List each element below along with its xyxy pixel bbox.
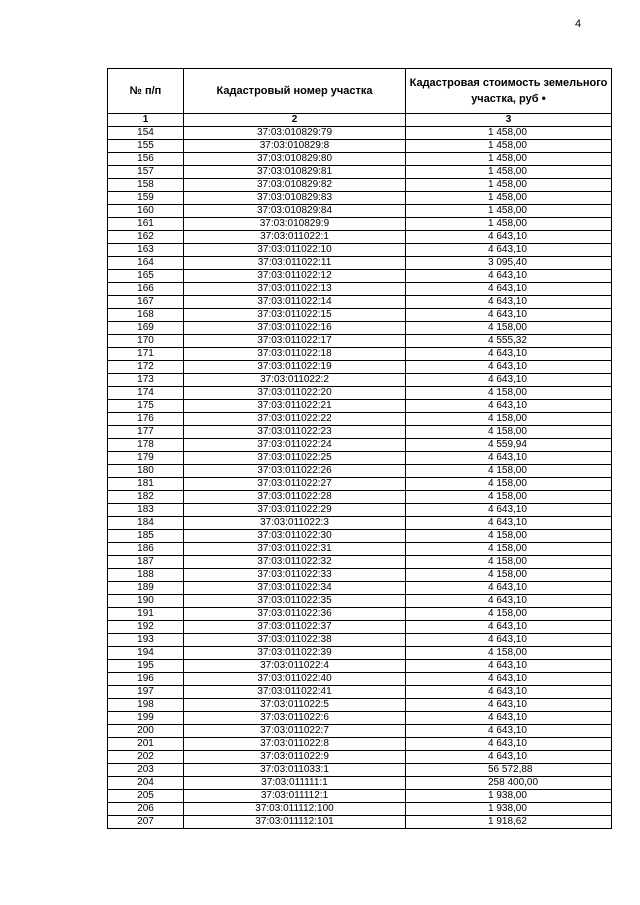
table-row <box>108 777 612 790</box>
table-row <box>108 608 612 621</box>
table-row <box>108 517 612 530</box>
header-row <box>108 69 612 114</box>
row-number: 181 <box>108 478 184 491</box>
cadastral-number: 37:03:011022:31 <box>184 543 406 556</box>
cadastral-value: 4 158,00 <box>406 543 612 556</box>
cadastral-number: 37:03:011022:18 <box>184 348 406 361</box>
row-number: 167 <box>108 296 184 309</box>
row-number: 192 <box>108 621 184 634</box>
cadastral-number: 37:03:011112:101 <box>184 816 406 829</box>
cadastral-number: 37:03:010829:81 <box>184 166 406 179</box>
cadastral-value: 4 158,00 <box>406 465 612 478</box>
table-row <box>108 764 612 777</box>
cadastral-number: 37:03:011022:8 <box>184 738 406 751</box>
table-row <box>108 244 612 257</box>
table-row <box>108 387 612 400</box>
header-cadastral-number: Кадастровый номер участка <box>184 69 406 114</box>
cadastral-number: 37:03:011022:34 <box>184 582 406 595</box>
header-cadastral-value-text: Кадастровая стоимость земельного участка, руб <box>409 76 608 105</box>
table-row <box>108 153 612 166</box>
cadastral-number: 37:03:010829:82 <box>184 179 406 192</box>
table-row <box>108 335 612 348</box>
table-row <box>108 426 612 439</box>
row-number: 194 <box>108 647 184 660</box>
row-number: 184 <box>108 517 184 530</box>
table-row <box>108 699 612 712</box>
table-row <box>108 257 612 270</box>
row-number: 199 <box>108 712 184 725</box>
row-number: 188 <box>108 569 184 582</box>
cadastral-value: 4 643,10 <box>406 504 612 517</box>
cadastral-value: 258 400,00 <box>406 777 612 790</box>
bullet-mark: • <box>541 90 546 105</box>
table-row <box>108 192 612 205</box>
row-number: 171 <box>108 348 184 361</box>
cadastral-number: 37:03:011022:14 <box>184 296 406 309</box>
cadastral-value: 1 458,00 <box>406 192 612 205</box>
cadastral-value: 1 918,62 <box>406 816 612 829</box>
table-row <box>108 595 612 608</box>
cadastral-number: 37:03:011022:2 <box>184 374 406 387</box>
cadastral-number: 37:03:011022:11 <box>184 257 406 270</box>
row-number: 177 <box>108 426 184 439</box>
cadastral-value: 4 158,00 <box>406 647 612 660</box>
cadastral-value: 4 643,10 <box>406 660 612 673</box>
cadastral-value: 1 458,00 <box>406 140 612 153</box>
cadastral-number: 37:03:011022:30 <box>184 530 406 543</box>
cadastral-number: 37:03:011022:25 <box>184 452 406 465</box>
cadastral-value: 4 643,10 <box>406 673 612 686</box>
cadastral-value: 4 643,10 <box>406 517 612 530</box>
cadastral-value: 4 643,10 <box>406 309 612 322</box>
cadastral-number: 37:03:011112:100 <box>184 803 406 816</box>
table-row <box>108 361 612 374</box>
column-index: 1 <box>108 114 184 127</box>
cadastral-value: 4 643,10 <box>406 712 612 725</box>
row-number: 155 <box>108 140 184 153</box>
cadastral-number: 37:03:011022:27 <box>184 478 406 491</box>
cadastral-value: 4 643,10 <box>406 348 612 361</box>
row-number: 174 <box>108 387 184 400</box>
cadastral-number: 37:03:011022:1 <box>184 231 406 244</box>
table-row <box>108 322 612 335</box>
cadastral-number: 37:03:010829:8 <box>184 140 406 153</box>
row-number: 170 <box>108 335 184 348</box>
cadastral-number: 37:03:011022:32 <box>184 556 406 569</box>
cadastral-value: 4 158,00 <box>406 491 612 504</box>
table-row <box>108 751 612 764</box>
table-row <box>108 569 612 582</box>
row-number: 187 <box>108 556 184 569</box>
cadastral-value: 1 458,00 <box>406 218 612 231</box>
cadastral-value: 3 095,40 <box>406 257 612 270</box>
cadastral-value: 4 643,10 <box>406 751 612 764</box>
cadastral-value: 4 643,10 <box>406 621 612 634</box>
row-number: 161 <box>108 218 184 231</box>
row-number: 189 <box>108 582 184 595</box>
cadastral-number: 37:03:011022:20 <box>184 387 406 400</box>
cadastral-value: 4 643,10 <box>406 725 612 738</box>
cadastral-value: 4 643,10 <box>406 270 612 283</box>
cadastral-value: 1 458,00 <box>406 166 612 179</box>
cadastral-value: 4 555,32 <box>406 335 612 348</box>
table-row <box>108 309 612 322</box>
cadastral-number: 37:03:010829:79 <box>184 127 406 140</box>
table-row <box>108 283 612 296</box>
column-index-row <box>108 114 612 127</box>
table-row <box>108 634 612 647</box>
cadastral-value: 4 643,10 <box>406 634 612 647</box>
cadastral-value: 4 158,00 <box>406 426 612 439</box>
cadastral-number: 37:03:011022:33 <box>184 569 406 582</box>
row-number: 160 <box>108 205 184 218</box>
cadastral-number: 37:03:011022:35 <box>184 595 406 608</box>
row-number: 158 <box>108 179 184 192</box>
table-row <box>108 413 612 426</box>
cadastral-value: 1 458,00 <box>406 127 612 140</box>
row-number: 159 <box>108 192 184 205</box>
cadastral-number: 37:03:011022:38 <box>184 634 406 647</box>
cadastral-number: 37:03:011112:1 <box>184 790 406 803</box>
cadastral-value: 4 643,10 <box>406 361 612 374</box>
cadastral-number: 37:03:011022:29 <box>184 504 406 517</box>
row-number: 178 <box>108 439 184 452</box>
cadastral-value: 4 158,00 <box>406 608 612 621</box>
table-row <box>108 452 612 465</box>
table-row <box>108 621 612 634</box>
cadastral-number: 37:03:011022:12 <box>184 270 406 283</box>
cadastral-number: 37:03:011022:22 <box>184 413 406 426</box>
row-number: 204 <box>108 777 184 790</box>
table-row <box>108 179 612 192</box>
table-row <box>108 270 612 283</box>
row-number: 196 <box>108 673 184 686</box>
cadastral-value: 4 643,10 <box>406 738 612 751</box>
table-row <box>108 647 612 660</box>
cadastral-value: 4 158,00 <box>406 387 612 400</box>
cadastral-value: 1 458,00 <box>406 179 612 192</box>
cadastral-value: 4 643,10 <box>406 582 612 595</box>
row-number: 166 <box>108 283 184 296</box>
cadastral-value: 1 938,00 <box>406 803 612 816</box>
row-number: 164 <box>108 257 184 270</box>
row-number: 168 <box>108 309 184 322</box>
cadastral-number: 37:03:011022:7 <box>184 725 406 738</box>
row-number: 186 <box>108 543 184 556</box>
cadastral-number: 37:03:011022:36 <box>184 608 406 621</box>
cadastral-number: 37:03:011022:23 <box>184 426 406 439</box>
cadastral-number: 37:03:011022:5 <box>184 699 406 712</box>
cadastral-value: 4 643,10 <box>406 374 612 387</box>
cadastral-number: 37:03:011022:40 <box>184 673 406 686</box>
row-number: 176 <box>108 413 184 426</box>
cadastral-table <box>107 68 612 829</box>
row-number: 200 <box>108 725 184 738</box>
cadastral-number: 37:03:011022:3 <box>184 517 406 530</box>
cadastral-value: 4 643,10 <box>406 595 612 608</box>
table-row <box>108 127 612 140</box>
cadastral-number: 37:03:011022:10 <box>184 244 406 257</box>
cadastral-value: 4 643,10 <box>406 296 612 309</box>
row-number: 165 <box>108 270 184 283</box>
row-number: 169 <box>108 322 184 335</box>
column-index: 3 <box>406 114 612 127</box>
cadastral-number: 37:03:011022:4 <box>184 660 406 673</box>
row-number: 162 <box>108 231 184 244</box>
cadastral-value: 4 643,10 <box>406 452 612 465</box>
table-row <box>108 166 612 179</box>
cadastral-number: 37:03:011022:41 <box>184 686 406 699</box>
cadastral-value: 4 158,00 <box>406 478 612 491</box>
table-row <box>108 803 612 816</box>
header-num: № п/п <box>108 69 184 114</box>
cadastral-number: 37:03:011022:13 <box>184 283 406 296</box>
cadastral-value: 4 643,10 <box>406 699 612 712</box>
cadastral-number: 37:03:011022:39 <box>184 647 406 660</box>
cadastral-number: 37:03:011022:15 <box>184 309 406 322</box>
cadastral-number: 37:03:011111:1 <box>184 777 406 790</box>
cadastral-value: 4 643,10 <box>406 231 612 244</box>
row-number: 172 <box>108 361 184 374</box>
row-number: 203 <box>108 764 184 777</box>
row-number: 206 <box>108 803 184 816</box>
cadastral-value: 4 158,00 <box>406 413 612 426</box>
row-number: 163 <box>108 244 184 257</box>
row-number: 173 <box>108 374 184 387</box>
cadastral-value: 4 643,10 <box>406 400 612 413</box>
table-row <box>108 712 612 725</box>
row-number: 195 <box>108 660 184 673</box>
table-row <box>108 465 612 478</box>
row-number: 154 <box>108 127 184 140</box>
header-cadastral-value <box>406 69 612 114</box>
table-row <box>108 491 612 504</box>
table-row <box>108 348 612 361</box>
row-number: 183 <box>108 504 184 517</box>
cadastral-number: 37:03:010829:83 <box>184 192 406 205</box>
cadastral-value: 4 643,10 <box>406 283 612 296</box>
cadastral-number: 37:03:011022:24 <box>184 439 406 452</box>
cadastral-number: 37:03:011022:17 <box>184 335 406 348</box>
cadastral-number: 37:03:010829:9 <box>184 218 406 231</box>
table-row <box>108 725 612 738</box>
cadastral-number: 37:03:011022:28 <box>184 491 406 504</box>
cadastral-value: 4 158,00 <box>406 322 612 335</box>
cadastral-value: 4 643,10 <box>406 686 612 699</box>
cadastral-number: 37:03:011033:1 <box>184 764 406 777</box>
row-number: 197 <box>108 686 184 699</box>
cadastral-value: 4 559,94 <box>406 439 612 452</box>
row-number: 205 <box>108 790 184 803</box>
table-row <box>108 673 612 686</box>
cadastral-number: 37:03:011022:16 <box>184 322 406 335</box>
row-number: 180 <box>108 465 184 478</box>
row-number: 179 <box>108 452 184 465</box>
row-number: 191 <box>108 608 184 621</box>
table-row <box>108 205 612 218</box>
cadastral-number: 37:03:011022:19 <box>184 361 406 374</box>
cadastral-number: 37:03:011022:26 <box>184 465 406 478</box>
row-number: 156 <box>108 153 184 166</box>
table-row <box>108 140 612 153</box>
row-number: 182 <box>108 491 184 504</box>
row-number: 175 <box>108 400 184 413</box>
table-row <box>108 543 612 556</box>
table-row <box>108 478 612 491</box>
cadastral-number: 37:03:011022:37 <box>184 621 406 634</box>
row-number: 207 <box>108 816 184 829</box>
cadastral-number: 37:03:011022:9 <box>184 751 406 764</box>
table-row <box>108 439 612 452</box>
table-row <box>108 556 612 569</box>
table-row <box>108 504 612 517</box>
cadastral-number: 37:03:011022:6 <box>184 712 406 725</box>
row-number: 202 <box>108 751 184 764</box>
column-index: 2 <box>184 114 406 127</box>
cadastral-number: 37:03:011022:21 <box>184 400 406 413</box>
table-row <box>108 790 612 803</box>
table-row <box>108 530 612 543</box>
cadastral-value: 1 458,00 <box>406 205 612 218</box>
row-number: 193 <box>108 634 184 647</box>
table-row <box>108 218 612 231</box>
table-row <box>108 816 612 829</box>
page-number: 4 <box>575 18 582 30</box>
table-body <box>108 127 612 829</box>
cadastral-value: 1 458,00 <box>406 153 612 166</box>
row-number: 198 <box>108 699 184 712</box>
row-number: 157 <box>108 166 184 179</box>
cadastral-value: 4 158,00 <box>406 530 612 543</box>
cadastral-value: 1 938,00 <box>406 790 612 803</box>
cadastral-number: 37:03:010829:84 <box>184 205 406 218</box>
cadastral-value: 4 158,00 <box>406 569 612 582</box>
table-row <box>108 738 612 751</box>
cadastral-value: 4 643,10 <box>406 244 612 257</box>
table-row <box>108 582 612 595</box>
cadastral-value: 56 572,88 <box>406 764 612 777</box>
table-row <box>108 374 612 387</box>
table-row <box>108 400 612 413</box>
cadastral-value: 4 158,00 <box>406 556 612 569</box>
table-row <box>108 686 612 699</box>
table-row <box>108 296 612 309</box>
row-number: 201 <box>108 738 184 751</box>
table-row <box>108 660 612 673</box>
table-row <box>108 231 612 244</box>
row-number: 190 <box>108 595 184 608</box>
row-number: 185 <box>108 530 184 543</box>
cadastral-number: 37:03:010829:80 <box>184 153 406 166</box>
